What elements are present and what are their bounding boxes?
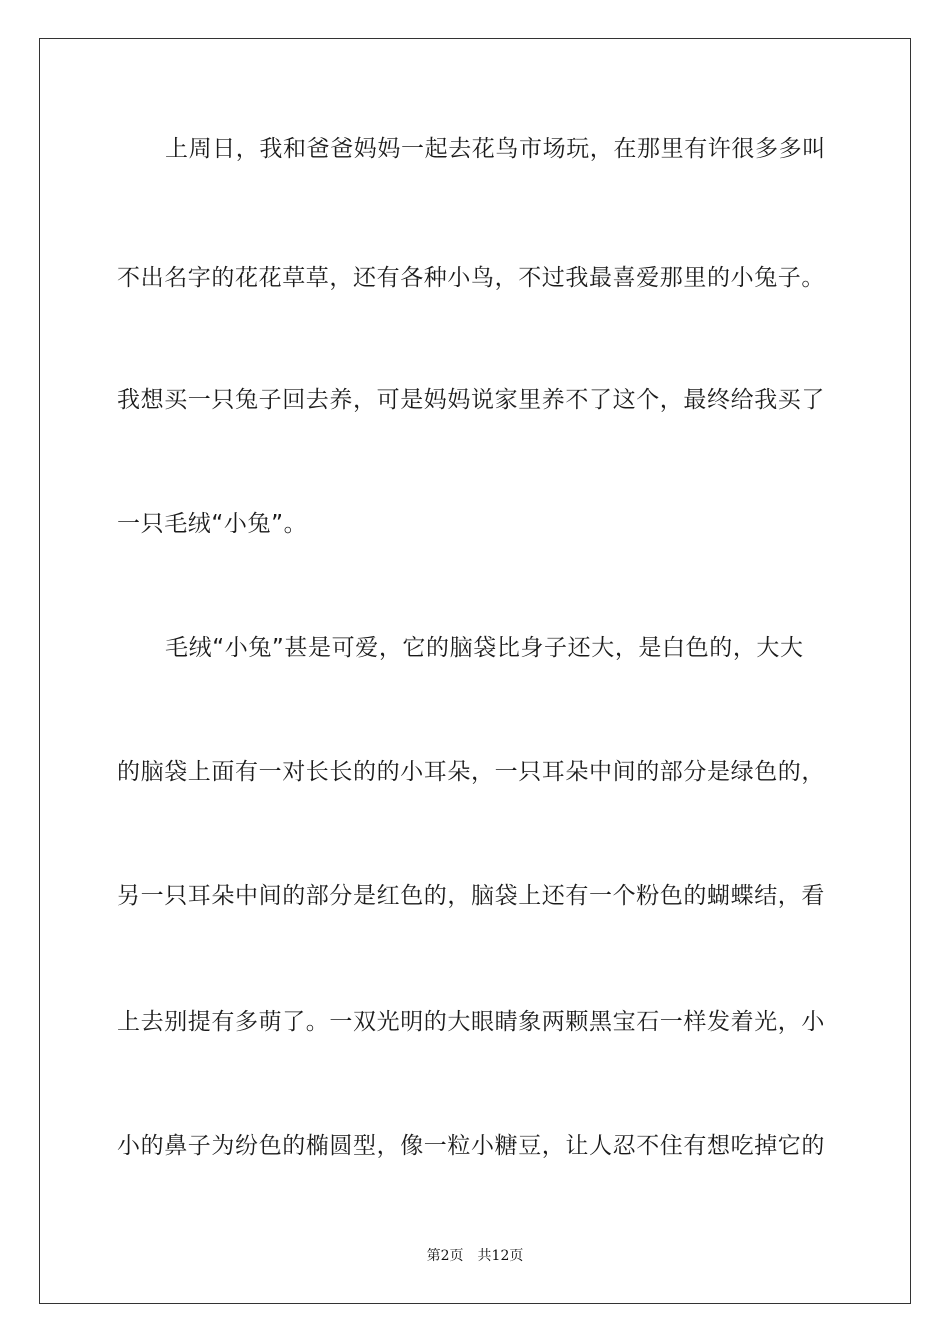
- text-line-5: 毛绒“小兔”甚是可爱，它的脑袋比身子还大，是白色的，大大: [165, 635, 804, 661]
- page-footer: [0, 1247, 950, 1265]
- text-line-7: 另一只耳朵中间的部分是红色的，脑袋上还有一个粉色的蝴蝶结，看: [117, 883, 825, 909]
- page-total: 共12页: [477, 1248, 524, 1264]
- text-line-4: 一只毛绒“小兔”。: [117, 511, 308, 537]
- text-line-1: 上周日，我和爸爸妈妈一起去花鸟市场玩，在那里有许很多多叫: [165, 136, 826, 162]
- page-frame: [39, 38, 911, 1304]
- page-number: 第2页: [426, 1248, 464, 1264]
- text-line-6: 的脑袋上面有一对长长的的小耳朵，一只耳朵中间的部分是绿色的，: [117, 759, 825, 785]
- text-line-3: 我想买一只兔子回去养，可是妈妈说家里养不了这个，最终给我买了: [117, 387, 825, 413]
- text-line-9: 小的鼻子为纷色的椭圆型，像一粒小糖豆，让人忍不住有想吃掉它的: [117, 1133, 825, 1159]
- text-line-2: 不出名字的花花草草，还有各种小鸟，不过我最喜爱那里的小兔子。: [117, 265, 825, 291]
- text-line-8: 上去别提有多萌了。一双光明的大眼睛象两颗黑宝石一样发着光，小: [117, 1009, 825, 1035]
